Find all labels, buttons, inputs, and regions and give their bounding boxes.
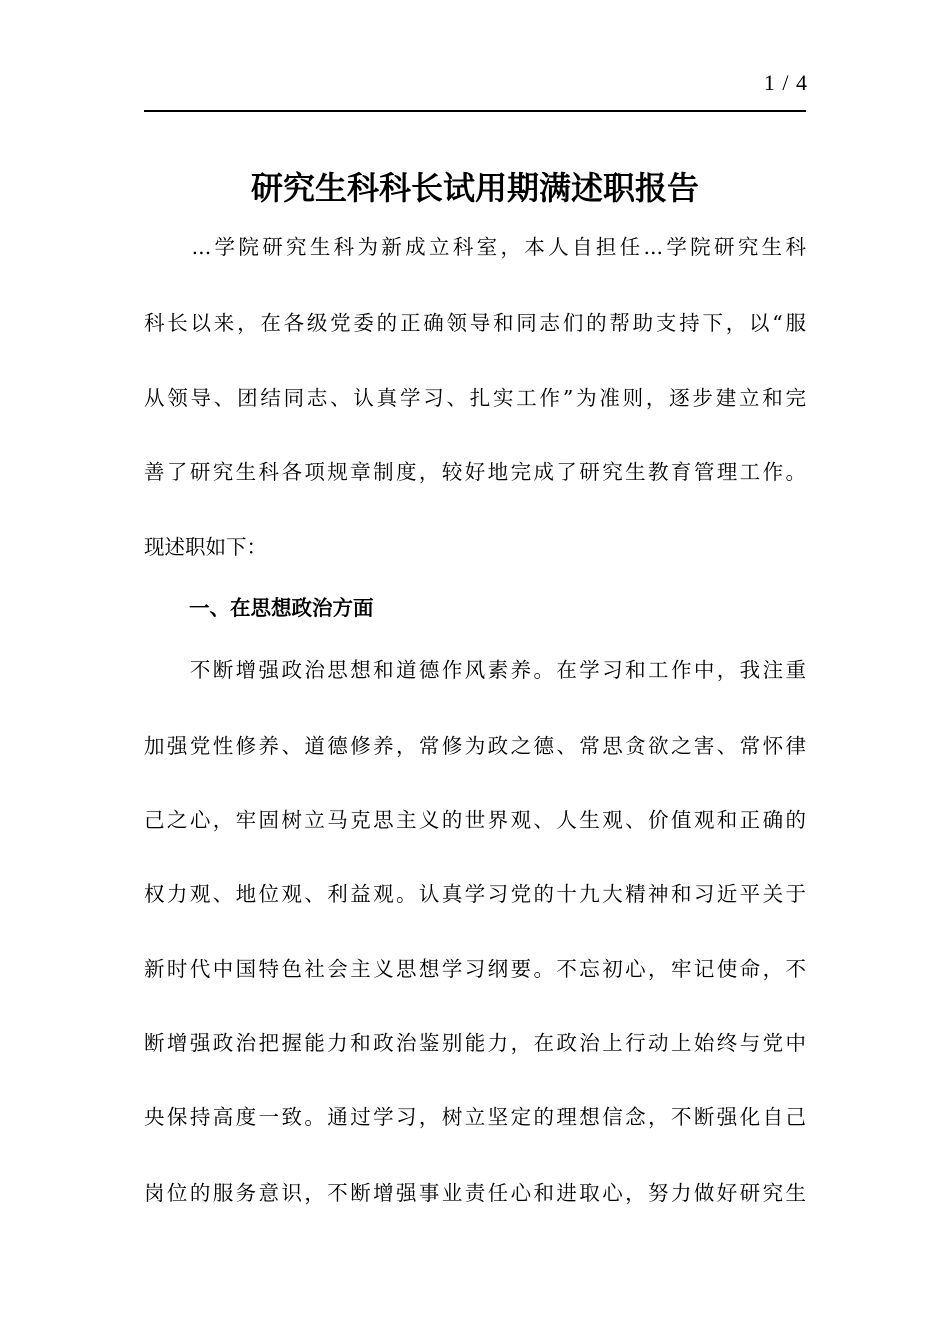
intro-line-4: 善了研究生科各项规章制度，较好地完成了研究生教育管理工作。 [144,460,806,484]
section-1-line-5: 新时代中国特色社会主义思想学习纲要。不忘初心，牢记使命，不 [144,957,806,981]
intro-line-5: 现述职如下： [144,535,267,559]
section-1-line-3: 己之心，牢固树立马克思主义的世界观、人生观、价值观和正确的 [144,808,806,832]
section-heading-ideology: 一、在思想政治方面 [189,596,374,620]
section-1-line-6: 断增强政治把握能力和政治鉴别能力，在政治上行动上始终与党中 [144,1031,806,1055]
header-divider [144,110,806,112]
section-1-line-4: 权力观、地位观、利益观。认真学习党的十九大精神和习近平关于 [144,882,806,906]
intro-line-3: 从领导、团结同志、认真学习、扎实工作”为准则，逐步建立和完 [144,386,806,410]
section-1-line-7: 央保持高度一致。通过学习，树立坚定的理想信念，不断强化自己 [144,1105,806,1129]
section-1-line-8: 岗位的服务意识，不断增强事业责任心和进取心，努力做好研究生 [144,1181,806,1205]
intro-line-1: ...学院研究生科为新成立科室，本人自担任...学院研究生科 [144,235,806,259]
document-title: 研究生科科长试用期满述职报告 [250,169,699,207]
page-number: 1 / 4 [763,70,808,95]
section-1-line-2: 加强党性修养、道德修养，常修为政之德、常思贪欲之害、常怀律 [144,734,806,758]
intro-line-2: 科长以来，在各级党委的正确领导和同志们的帮助支持下，以“服 [144,311,806,335]
section-1-line-1: 不断增强政治思想和道德作风素养。在学习和工作中，我注重 [144,658,806,682]
